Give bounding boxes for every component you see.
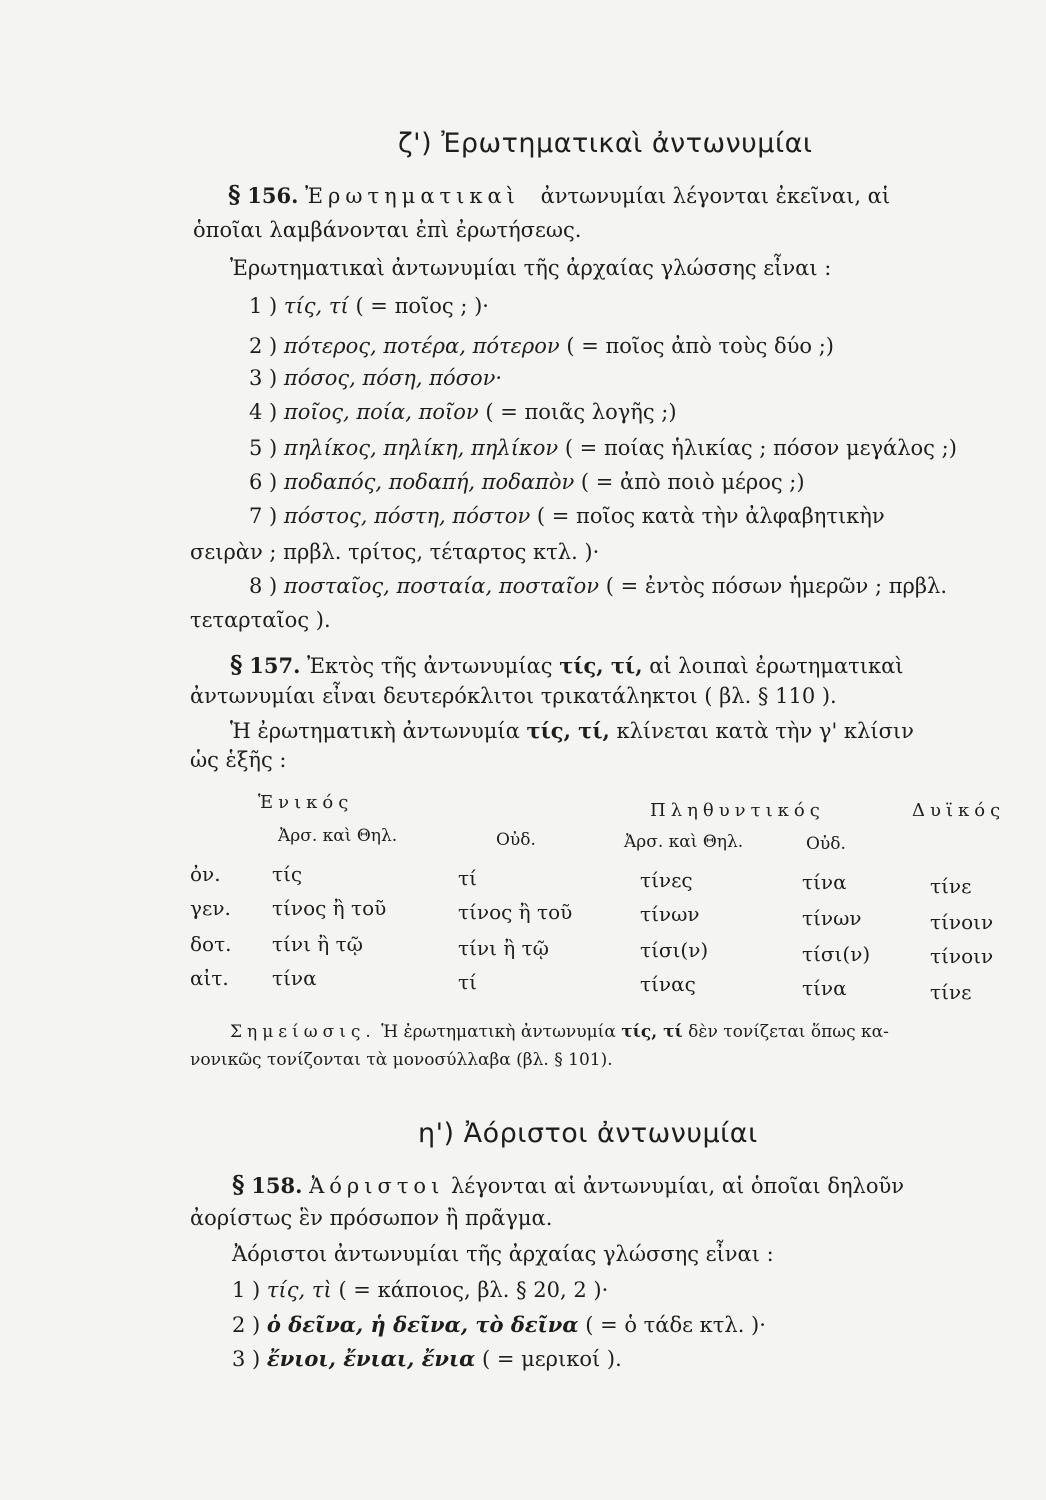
spaced-term: Ἀόριστοι [309, 1174, 445, 1198]
section-mark: § [232, 1170, 245, 1199]
table-row-case: ὀν. [190, 862, 221, 886]
bold-term: τίς, τί, [559, 653, 643, 678]
note-line-2: νονικῶς τονίζονται τὰ μονοσύλλαβα (βλ. § 101). [190, 1050, 613, 1070]
table-cell: τίνων [802, 906, 862, 930]
table-cell: τίς [272, 862, 303, 886]
table-subheader: Ἀρσ. καὶ Θηλ. [278, 826, 398, 846]
item-words: πόσος, πόση, πόσον· [283, 366, 503, 390]
indefinite-intro: Ἀόριστοι ἀντωνυμίαι τῆς ἀρχαίας γλώσσης εἶναι : [232, 1242, 774, 1266]
item-gloss: ( = ποῖος ἀπὸ τοὺς δύο ;) [566, 334, 835, 358]
table-cell: τίνοιν [930, 944, 994, 968]
spaced-term: Ἐρωτηματικαὶ [305, 184, 520, 208]
table-cell: τίνε [930, 874, 972, 898]
item-words: ἔνιοι, ἔνιαι, ἔνια [266, 1346, 476, 1371]
table-header-plural: Πληθυντικός [650, 800, 825, 821]
item-gloss: ( = ποῖος κατὰ τὴν ἀλφαβητικὴν [536, 504, 885, 528]
paragraph-157-line-2: ἀντωνυμίαι εἶναι δευτερόκλιτοι τρικατάληκτοι ( βλ. § 110 ). [190, 684, 837, 708]
paragraph-156-line-1 [228, 180, 890, 209]
table-cell: τίσι(ν) [802, 942, 871, 966]
table-cell: τίνες [640, 868, 693, 892]
item-number: 5 ) [249, 436, 278, 460]
item-words: ποσταῖος, ποσταία, ποσταῖον [283, 574, 600, 598]
item-number: 3 ) [249, 366, 278, 390]
section-heading-indefinite: η') Ἀόριστοι ἀντωνυμίαι [418, 1118, 758, 1149]
list-item [232, 1312, 766, 1337]
paragraph-157-line-3 [230, 718, 914, 743]
list-item [249, 436, 957, 460]
paragraph-156-line-2: ὁποῖαι λαμβάνονται ἐπὶ ἐρωτήσεως. [193, 218, 582, 242]
paragraph-text: κλίνεται κατὰ τὴν γ' κλίσιν [616, 719, 914, 743]
item-number: 3 ) [232, 1347, 261, 1371]
note-text: δὲν τονίζεται ὅπως κα- [688, 1022, 889, 1042]
paragraph-text: ἀντωνυμίαι λέγονται ἐκεῖναι, αἱ [540, 184, 891, 208]
list-item-continuation: τεταρταῖος ). [190, 608, 331, 632]
table-row-case: αἰτ. [190, 966, 229, 990]
section-mark: § [228, 180, 241, 209]
paragraph-157-line-4: ὡς ἑξῆς : [190, 748, 287, 772]
table-cell: τίνος ἢ τοῦ [458, 900, 573, 924]
item-words: τίς, τί [283, 294, 349, 318]
paragraph-158-line-2: ἀορίστως ἓν πρόσωπον ἢ πρᾶγμα. [190, 1206, 553, 1230]
section-mark: § [230, 650, 243, 679]
list-item [249, 470, 805, 494]
item-words: πότερος, ποτέρα, πότερον [283, 334, 560, 358]
table-cell: τίνα [802, 976, 847, 1000]
item-number: 1 ) [249, 294, 278, 318]
item-gloss: ( = κάποιος, βλ. § 20, 2 )· [338, 1278, 609, 1302]
bold-term: τίς, τί, [526, 718, 610, 743]
item-number: 2 ) [232, 1313, 261, 1337]
table-cell: τί [458, 970, 477, 994]
note-text: Ἡ ἐρωτηματικὴ ἀντωνυμία [381, 1022, 616, 1042]
table-cell: τίνα [802, 870, 847, 894]
item-words: ποῖος, ποία, ποῖον [283, 400, 479, 424]
item-words: πόστος, πόστη, πόστον [283, 504, 531, 528]
table-cell: τίνε [930, 980, 972, 1004]
list-item [249, 334, 834, 358]
item-number: 7 ) [249, 504, 278, 528]
paragraph-text: λέγονται αἱ ἀντωνυμίαι, αἱ ὁποῖαι δηλοῦν [451, 1174, 905, 1198]
paragraph-text: Ἐκτὸς τῆς ἀντωνυμίας [307, 654, 553, 678]
item-gloss: ( = ἀπὸ ποιὸ μέρος ;) [580, 470, 805, 494]
item-number: 4 ) [249, 400, 278, 424]
note-line-1 [230, 1022, 889, 1042]
item-number: 2 ) [249, 334, 278, 358]
table-cell: τίνοιν [930, 910, 994, 934]
list-item [249, 294, 489, 318]
table-subheader: Ἀρσ. καὶ Θηλ. [624, 832, 744, 852]
table-row-case: δοτ. [190, 932, 232, 956]
item-gloss: ( = μερικοί ). [482, 1347, 622, 1371]
item-number: 8 ) [249, 574, 278, 598]
list-item-continuation: σειρὰν ; πρβλ. τρίτος, τέταρτος κτλ. )· [190, 540, 600, 564]
item-words: ὁ δεῖνα, ἡ δεῖνα, τὸ δεῖνα [266, 1312, 579, 1337]
table-row-case: γεν. [190, 896, 231, 920]
table-subheader: Οὐδ. [806, 834, 846, 854]
item-gloss: ( = ἐντὸς πόσων ἡμερῶν ; πρβλ. [605, 574, 948, 598]
paragraph-text: αἱ λοιπαὶ ἐρωτηματικαὶ [649, 654, 904, 678]
table-cell: τίνα [272, 966, 317, 990]
item-gloss: ( = ὁ τάδε κτλ. )· [585, 1313, 766, 1337]
list-item [249, 574, 947, 598]
paragraph-text: Ἡ ἐρωτηματικὴ ἀντωνυμία [230, 719, 520, 743]
item-words: πηλίκος, πηλίκη, πηλίκον [283, 436, 559, 460]
section-number: 158. [251, 1173, 303, 1198]
table-cell: τί [458, 866, 477, 890]
list-item [249, 400, 677, 424]
section-number: 157. [249, 653, 301, 678]
table-header-singular: Ἑνικός [258, 792, 354, 813]
table-cell: τίνι ἢ τῷ [458, 936, 549, 960]
item-gloss: ( = ποίας ἡλικίας ; πόσον μεγάλος ;) [564, 436, 957, 460]
paragraph-157-line-1 [230, 650, 904, 679]
paragraph-158-line-1 [232, 1170, 904, 1199]
table-cell: τίνων [640, 902, 700, 926]
item-gloss: ( = ποῖος ; )· [355, 294, 489, 318]
table-subheader: Οὐδ. [496, 830, 536, 850]
table-cell: τίσι(ν) [640, 938, 709, 962]
list-item [249, 366, 502, 390]
bold-term: τίς, τί [621, 1022, 683, 1042]
table-cell: τίνι ἢ τῷ [272, 932, 363, 956]
item-words: ποδαπός, ποδαπή, ποδαπὸν [283, 470, 575, 494]
list-item [249, 504, 885, 528]
table-cell: τίνος ἢ τοῦ [272, 896, 387, 920]
list-item [232, 1346, 622, 1371]
note-label: Σημείωσις. [230, 1022, 376, 1042]
table-cell: τίνας [640, 972, 696, 996]
table-header-dual: Δυϊκός [912, 800, 1006, 821]
interrogative-intro: Ἐρωτηματικαὶ ἀντωνυμίαι τῆς ἀρχαίας γλώσσης εἶναι : [230, 256, 832, 280]
list-item [232, 1278, 608, 1302]
item-number: 1 ) [232, 1278, 261, 1302]
section-number: 156. [247, 183, 299, 208]
item-gloss: ( = ποιᾶς λογῆς ;) [485, 400, 677, 424]
item-number: 6 ) [249, 470, 278, 494]
section-heading-interrogative: ζ') Ἐρωτηματικαὶ ἀντωνυμίαι [398, 128, 813, 159]
item-words: τίς, τὶ [266, 1278, 332, 1302]
